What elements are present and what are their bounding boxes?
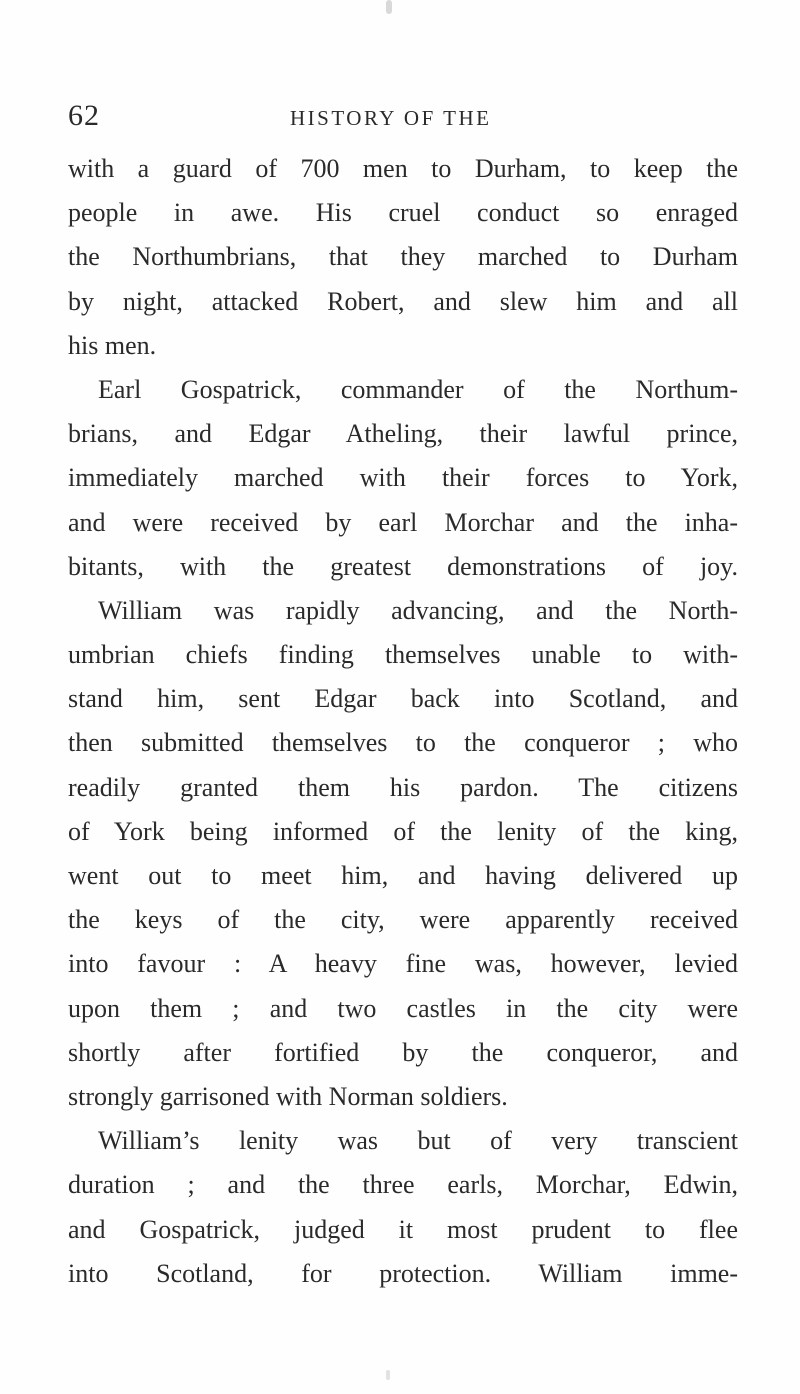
text-line: and were received by earl Morchar and the inha-: [68, 507, 738, 537]
text-line: then submitted themselves to the conqueror ; who: [68, 728, 738, 758]
text-line: and Gospatrick, judged it most prudent to flee: [68, 1214, 738, 1244]
text-line: upon them ; and two castles in the city were: [68, 993, 738, 1023]
text-line: Earl Gospatrick, commander of the Northum-: [98, 374, 738, 404]
page-number: 62: [68, 99, 100, 132]
paper-mark: [386, 0, 392, 14]
paper-mark: [386, 1370, 390, 1380]
text-line: stand him, sent Edgar back into Scotland, and: [68, 684, 738, 714]
text-line: of York being informed of the lenity of the king,: [68, 816, 738, 846]
body-text: [68, 147, 738, 1296]
page-header: [0, 96, 800, 136]
text-line: William was rapidly advancing, and the North-: [98, 595, 738, 625]
text-line: readily granted them his pardon. The citizens: [68, 772, 738, 802]
text-line: into favour : A heavy fine was, however, levied: [68, 949, 738, 979]
running-head: HISTORY OF THE: [290, 106, 492, 130]
text-line: his men.: [68, 330, 157, 360]
text-line: the Northumbrians, that they marched to Durham: [68, 242, 738, 272]
text-line: duration ; and the three earls, Morchar, Edwin,: [68, 1170, 738, 1200]
text-line: immediately marched with their forces to York,: [68, 463, 738, 493]
text-line: umbrian chiefs finding themselves unable to with-: [68, 640, 738, 670]
text-line: brians, and Edgar Atheling, their lawful prince,: [68, 419, 738, 449]
text-line: by night, attacked Robert, and slew him and all: [68, 286, 738, 316]
text-line: the keys of the city, were apparently received: [68, 905, 738, 935]
text-line: shortly after fortified by the conqueror, and: [68, 1037, 738, 1067]
text-line: bitants, with the greatest demonstrations of joy.: [68, 551, 738, 581]
text-line: went out to meet him, and having delivered up: [68, 861, 738, 890]
text-line: William’s lenity was but of very transcient: [98, 1126, 738, 1156]
text-line: strongly garrisoned with Norman soldiers.: [68, 1081, 508, 1111]
text-line: with a guard of 700 men to Durham, to keep the: [68, 154, 738, 183]
text-line: people in awe. His cruel conduct so enraged: [68, 198, 738, 228]
text-line: into Scotland, for protection. William imme-: [68, 1258, 738, 1288]
